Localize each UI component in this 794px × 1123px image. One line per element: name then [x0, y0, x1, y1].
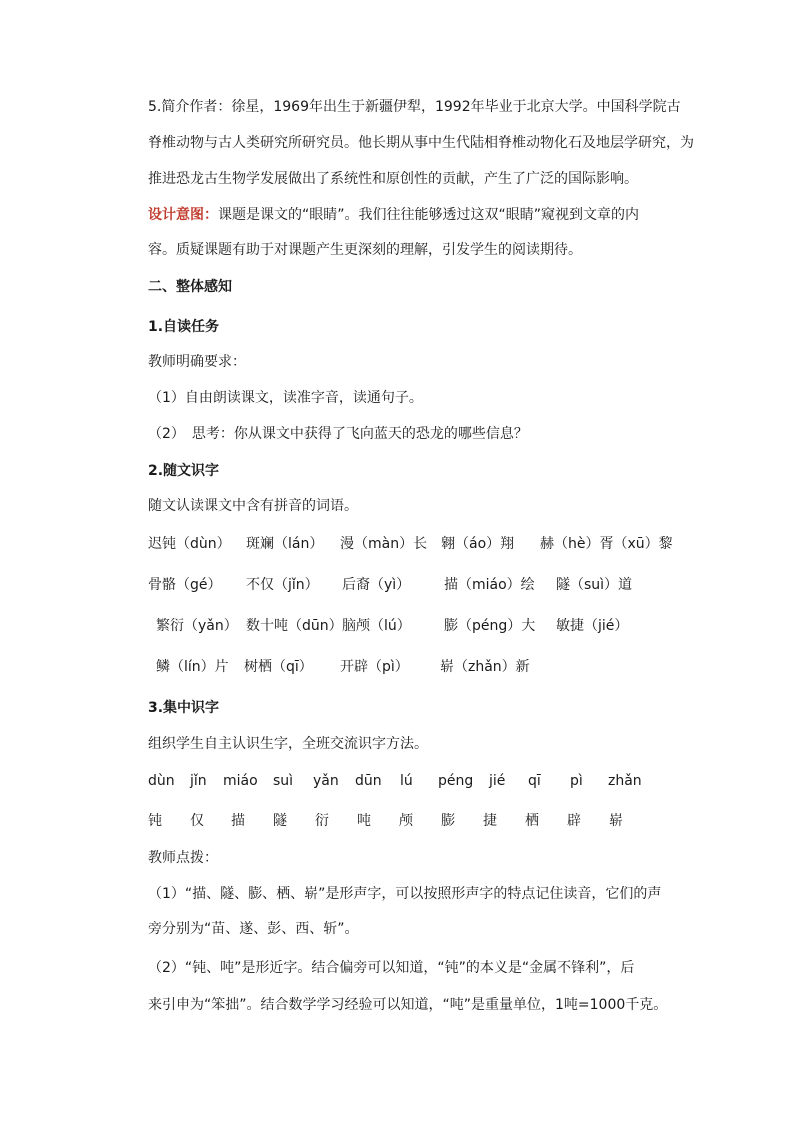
design-intent-line-1: [148, 205, 639, 225]
vocab-word: 描（miáo）绘: [444, 577, 535, 593]
pinyin-label: qī: [528, 773, 541, 789]
subsection-3-intro: 组织学生自主认识生字，全班交流识字方法。: [148, 736, 428, 752]
intro-line-2: 脊椎动物与古人类研究所研究员。他长期从事中生代陆相脊椎动物化石及地层学研究，为: [148, 135, 694, 151]
pinyin-label: lú: [400, 773, 413, 789]
vocab-word: 翱（áo）翔: [441, 536, 515, 552]
pinyin-label: pì: [570, 773, 583, 789]
pinyin-label: zhǎn: [608, 773, 642, 789]
pinyin-label: dùn: [148, 773, 175, 789]
new-character: 衍: [315, 813, 329, 829]
new-character: 钝: [148, 813, 162, 829]
vocab-word: 后裔（yì）: [342, 577, 411, 593]
new-character: 捷: [483, 813, 497, 829]
guide-point-2-line-2: 来引申为“笨拙”。结合数学学习经验可以知道，“吨”是重量单位，1吨=1000千克。: [148, 997, 668, 1013]
vocab-word: 崭（zhǎn）新: [440, 659, 530, 675]
new-character: 栖: [525, 813, 539, 829]
vocab-word: 迟钝（dùn）: [148, 536, 231, 552]
vocab-word: 赫（hè）胥（xū）黎: [540, 536, 673, 552]
new-character: 膨: [441, 813, 455, 829]
vocab-word: 开辟（pì）: [340, 659, 409, 675]
vocab-word: 敏捷（jié）: [556, 618, 629, 634]
teacher-guide-label: 教师点拨：: [148, 850, 218, 866]
vocab-word: 树栖（qī）: [244, 659, 313, 675]
pinyin-label: jié: [489, 773, 506, 789]
pinyin-label: péng: [438, 773, 474, 789]
vocab-word: 隧（suì）道: [556, 577, 633, 593]
pinyin-label: jǐn: [190, 773, 207, 789]
vocab-word: 脑颅（lú）: [342, 618, 411, 634]
vocab-word: 数十吨（dūn）: [246, 618, 343, 634]
new-character: 仅: [190, 813, 204, 829]
vocab-word: 繁衍（yǎn）: [156, 618, 238, 634]
teacher-requirements: 教师明确要求：: [148, 354, 246, 370]
guide-point-1-line-1: （1）“描、隧、膨、栖、崭”是形声字，可以按照形声字的特点记住读音，它们的声: [148, 886, 662, 902]
requirement-2: （2） 思考：你从课文中获得了飞向蓝天的恐龙的哪些信息？: [148, 426, 528, 442]
pinyin-label: miáo: [223, 773, 258, 789]
vocab-word: 膨（péng）大: [444, 618, 536, 634]
new-character: 颅: [399, 813, 413, 829]
vocab-word: 漫（màn）长: [340, 536, 428, 552]
section-heading: 二、整体感知: [148, 279, 232, 295]
pinyin-label: dūn: [355, 773, 382, 789]
guide-point-1-line-2: 旁分别为“苗、遂、彭、西、斩”。: [148, 921, 359, 937]
vocab-word: 骨骼（gé）: [148, 577, 222, 593]
vocab-word: 斑斓（lán）: [246, 536, 324, 552]
new-character: 吨: [357, 813, 371, 829]
vocab-word: 不仅（jǐn）: [246, 577, 319, 593]
design-intent-line-2: 容。质疑课题有助于对课题产生更深刻的理解，引发学生的阅读期待。: [148, 242, 582, 258]
new-character: 崭: [609, 813, 623, 829]
subsection-2-heading: 2.随文识字: [148, 463, 220, 479]
intro-line-1: 5.简介作者：徐星，1969年出生于新疆伊犁，1992年毕业于北京大学。中国科学院古: [148, 99, 681, 115]
intro-line-3: 推进恐龙古生物学发展做出了系统性和原创性的贡献，产生了广泛的国际影响。: [148, 171, 638, 187]
pinyin-label: suì: [273, 773, 294, 789]
guide-point-2-line-1: （2）“钝、吨”是形近字。结合偏旁可以知道，“钝”的本义是“金属不锋利”，后: [148, 960, 635, 976]
subsection-3-heading: 3.集中识字: [148, 700, 220, 716]
new-character: 描: [231, 813, 245, 829]
subsection-2-intro: 随文认读课文中含有拼音的词语。: [148, 498, 358, 514]
new-character: 隧: [273, 813, 287, 829]
design-intent-label: 设计意图：: [148, 207, 218, 223]
pinyin-label: yǎn: [313, 773, 339, 789]
requirement-1: （1）自由朗读课文，读准字音，读通句子。: [148, 390, 423, 406]
subsection-1-heading: 1.自读任务: [148, 319, 220, 335]
design-intent-text: 课题是课文的“眼睛”。我们往往能够透过这双“眼睛”窥视到文章的内: [218, 207, 640, 223]
vocab-word: 鳞（lín）片: [156, 659, 229, 675]
new-character: 辟: [567, 813, 581, 829]
